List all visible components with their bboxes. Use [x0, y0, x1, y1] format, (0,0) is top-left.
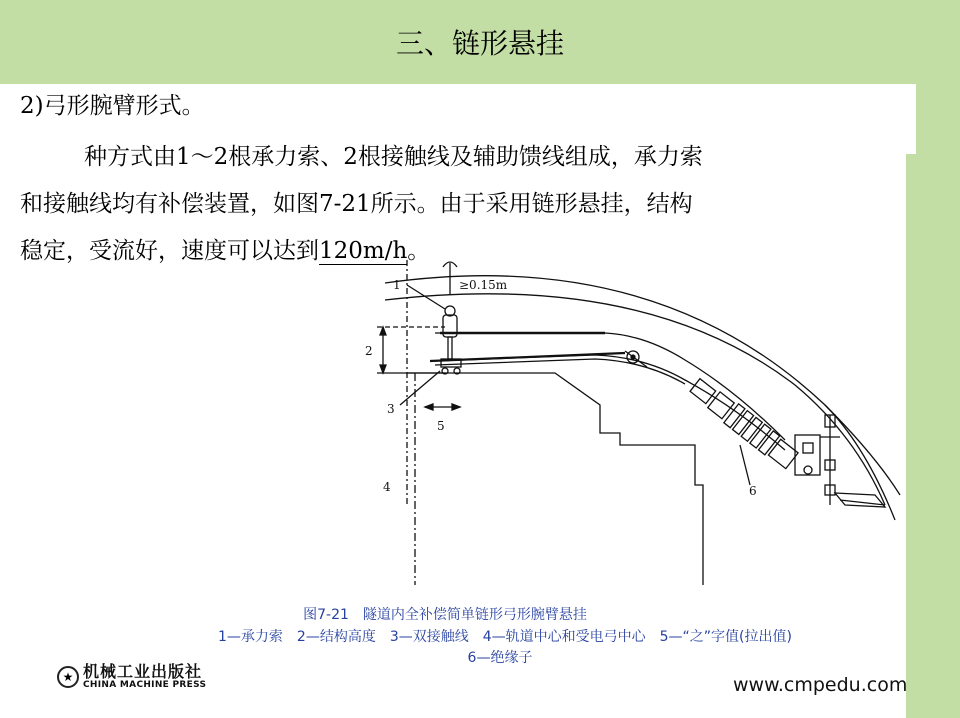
figure-caption-title: 图7-21 隧道内全补偿简单链形弓形腕臂悬挂: [303, 607, 587, 623]
speed-value: 120m/h: [319, 238, 408, 264]
line4-prefix: 稳定，受流好，速度可以达到: [20, 238, 319, 264]
paragraph-line-1: 2)弓形腕臂形式。: [20, 93, 205, 119]
figure-caption-legend: 1—承力索 2—结构高度 3—双接触线 4—轨道中心和受电弓中心 5—“之”字值(拉出值): [218, 629, 792, 645]
paragraph-line-2: 种方式由1～2根承力索、2根接触线及辅助馈线组成，承力索: [84, 144, 703, 170]
label-5: 5: [437, 419, 445, 433]
label-clearance: ≥0.15m: [459, 278, 508, 292]
website-url: www.cmpedu.com: [733, 674, 908, 696]
contact-wire: [435, 355, 785, 450]
label-6: 6: [749, 484, 757, 498]
publisher-name-cn: 机械工业出版社: [83, 662, 203, 681]
paragraph-line-3: 和接触线均有补偿装置，如图7-21所示。由于采用链形悬挂，结构: [20, 191, 693, 217]
publisher-logo: [57, 664, 206, 690]
publisher-name-en: CHINA MACHINE PRESS: [83, 679, 207, 690]
label-2: 2: [365, 344, 373, 358]
star-icon: ★: [57, 666, 79, 688]
line4-suffix: 。: [407, 238, 431, 264]
slide-title: 三、链形悬挂: [395, 27, 564, 60]
label-3: 3: [387, 402, 395, 416]
tunnel-arch-outer: [385, 276, 900, 495]
label-4: 4: [383, 480, 391, 494]
right-decor-band: [906, 84, 960, 718]
label-1: 1: [393, 278, 401, 292]
insulator: [688, 376, 800, 471]
title-bar: [0, 0, 960, 84]
catenary-diagram: [355, 255, 905, 595]
figure-caption-legend-last: 6—绝缘子: [467, 650, 533, 666]
band-notch: [906, 84, 916, 154]
